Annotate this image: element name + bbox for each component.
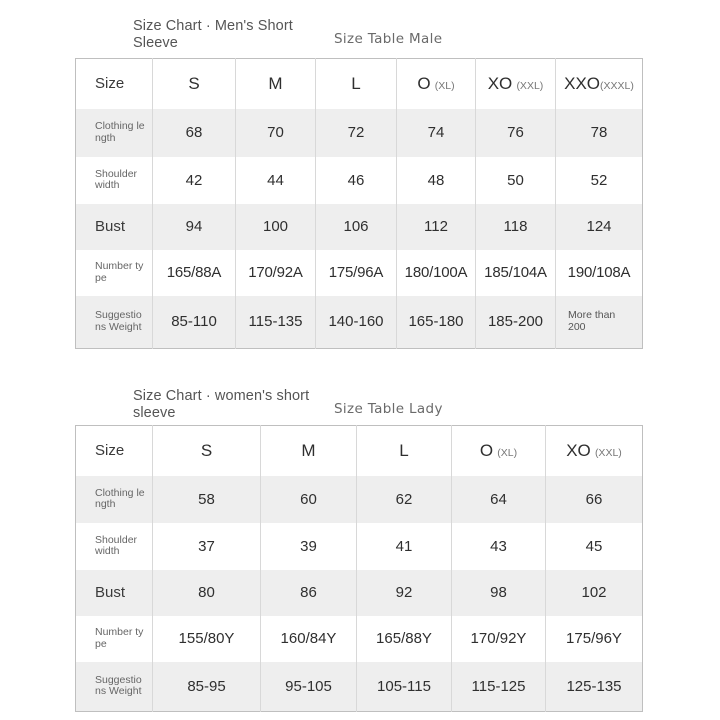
table-row xyxy=(76,250,643,296)
table-cell: 78 xyxy=(556,109,643,157)
table-row xyxy=(76,109,643,157)
mens-chart-subtitle: Size Table Male xyxy=(334,31,443,47)
table-cell: 62 xyxy=(357,476,452,523)
table-cell: 72 xyxy=(316,109,397,157)
table-cell: 190/108A xyxy=(556,250,643,296)
column-header-main-6: XXO xyxy=(564,73,601,93)
row-label-text: Shoulder width xyxy=(95,167,138,191)
column-header-6 xyxy=(556,59,643,109)
column-header-4 xyxy=(452,426,546,476)
table-cell: 39 xyxy=(261,523,357,570)
column-header-5 xyxy=(476,59,556,109)
row-label-clothing-length xyxy=(76,476,153,523)
column-header-main-2: M xyxy=(268,73,283,93)
table-cell: 175/96Y xyxy=(546,616,643,662)
table-cell: 94 xyxy=(153,204,236,250)
table-cell: 45 xyxy=(546,523,643,570)
row-header-size xyxy=(76,426,153,476)
column-header-main-1: S xyxy=(200,440,213,460)
table-cell: 106 xyxy=(316,204,397,250)
table-cell: 74 xyxy=(397,109,476,157)
row-label-text: Bust xyxy=(95,218,126,235)
table-cell: 112 xyxy=(397,204,476,250)
table-cell: 44 xyxy=(236,157,316,204)
column-header-main-1: S xyxy=(188,73,200,93)
table-cell: 165-180 xyxy=(397,296,476,349)
mens-chart-title: Size Chart · Men's Short Sleeve xyxy=(133,18,293,51)
row-label-text: Suggestions Weight xyxy=(95,309,142,333)
table-cell: 46 xyxy=(316,157,397,204)
table-cell-text: More than 200 xyxy=(568,309,616,333)
table-cell: 185/104A xyxy=(476,250,556,296)
table-cell: 180/100A xyxy=(397,250,476,296)
table-cell: 58 xyxy=(153,476,261,523)
table-cell xyxy=(556,296,643,349)
table-cell: 115-125 xyxy=(452,662,546,712)
column-header-1 xyxy=(153,59,236,109)
table-cell: 185-200 xyxy=(476,296,556,349)
column-header-4 xyxy=(397,59,476,109)
column-header-2 xyxy=(261,426,357,476)
table-cell: 98 xyxy=(452,570,546,616)
column-header-sub-5: (XXL) xyxy=(594,446,622,459)
row-label-text: Number type xyxy=(95,260,144,284)
column-header-main-5: XO xyxy=(566,440,591,460)
row-label-number-type xyxy=(76,616,153,662)
table-row-header xyxy=(76,59,643,109)
womens-chart-title: Size Chart · women's short sleeve xyxy=(133,388,310,421)
table-cell: 43 xyxy=(452,523,546,570)
table-row xyxy=(76,570,643,616)
table-cell: 125-135 xyxy=(546,662,643,712)
table-row xyxy=(76,296,643,349)
table-cell: 92 xyxy=(357,570,452,616)
column-header-3 xyxy=(316,59,397,109)
table-row xyxy=(76,616,643,662)
mens-size-table xyxy=(75,58,643,349)
column-header-label-0: Size xyxy=(95,442,125,460)
row-label-text: Clothing length xyxy=(95,120,145,144)
table-cell: 175/96A xyxy=(316,250,397,296)
table-row-header xyxy=(76,426,643,476)
column-header-sub-4: (XL) xyxy=(434,79,455,92)
table-cell: 80 xyxy=(153,570,261,616)
womens-table-wrapper xyxy=(75,425,642,712)
table-cell: 76 xyxy=(476,109,556,157)
column-header-1 xyxy=(153,426,261,476)
table-cell: 70 xyxy=(236,109,316,157)
table-cell: 170/92Y xyxy=(452,616,546,662)
womens-chart-subtitle: Size Table Lady xyxy=(334,401,443,417)
row-label-text: Clothing length xyxy=(95,486,145,510)
table-cell: 95-105 xyxy=(261,662,357,712)
row-label-shoulder-width xyxy=(76,523,153,570)
column-header-sub-4: (XL) xyxy=(497,446,518,459)
column-header-main-5: XO xyxy=(487,73,513,93)
row-label-bust xyxy=(76,570,153,616)
womens-size-table xyxy=(75,425,643,712)
row-label-text: Suggestions Weight xyxy=(95,673,142,698)
table-cell: 105-115 xyxy=(357,662,452,712)
table-row xyxy=(76,523,643,570)
table-cell: 64 xyxy=(452,476,546,523)
column-header-5 xyxy=(546,426,643,476)
column-header-main-2: M xyxy=(301,440,316,460)
table-cell: 140-160 xyxy=(316,296,397,349)
column-header-3 xyxy=(357,426,452,476)
row-label-shoulder-width xyxy=(76,157,153,204)
womens-size-chart-section xyxy=(0,370,720,698)
column-header-main-4: O xyxy=(479,440,494,460)
column-header-main-3: L xyxy=(399,440,409,460)
table-cell: 165/88Y xyxy=(357,616,452,662)
table-cell: 124 xyxy=(556,204,643,250)
table-cell: 52 xyxy=(556,157,643,204)
column-header-sub-6: (XXXL) xyxy=(600,79,634,92)
table-cell: 86 xyxy=(261,570,357,616)
table-cell: 165/88A xyxy=(153,250,236,296)
row-label-number-type xyxy=(76,250,153,296)
row-header-size xyxy=(76,59,153,109)
table-row xyxy=(76,204,643,250)
table-cell: 50 xyxy=(476,157,556,204)
row-label-suggestions-weight xyxy=(76,662,153,712)
table-cell: 41 xyxy=(357,523,452,570)
table-cell: 85-95 xyxy=(153,662,261,712)
table-cell: 155/80Y xyxy=(153,616,261,662)
table-cell: 160/84Y xyxy=(261,616,357,662)
column-header-main-4: O xyxy=(417,73,431,93)
mens-size-chart-section xyxy=(0,0,720,333)
table-row xyxy=(76,476,643,523)
table-cell: 115-135 xyxy=(236,296,316,349)
table-row xyxy=(76,662,643,712)
womens-title-row xyxy=(0,370,720,421)
table-cell: 42 xyxy=(153,157,236,204)
table-cell: 118 xyxy=(476,204,556,250)
table-cell: 100 xyxy=(236,204,316,250)
column-header-label-0: Size xyxy=(95,75,125,93)
table-cell: 66 xyxy=(546,476,643,523)
table-row xyxy=(76,157,643,204)
row-label-suggestions-weight xyxy=(76,296,153,349)
row-label-clothing-length xyxy=(76,109,153,157)
table-cell: 37 xyxy=(153,523,261,570)
column-header-main-3: L xyxy=(351,73,361,93)
table-cell: 85-110 xyxy=(153,296,236,349)
table-cell: 68 xyxy=(153,109,236,157)
row-label-text: Shoulder width xyxy=(95,533,138,557)
column-header-sub-5: (XXL) xyxy=(516,79,544,92)
row-label-text: Number type xyxy=(95,626,144,650)
table-cell: 102 xyxy=(546,570,643,616)
column-header-2 xyxy=(236,59,316,109)
mens-table-wrapper xyxy=(75,58,642,349)
table-cell: 170/92A xyxy=(236,250,316,296)
table-cell: 48 xyxy=(397,157,476,204)
row-label-bust xyxy=(76,204,153,250)
row-label-text: Bust xyxy=(95,584,126,601)
table-cell: 60 xyxy=(261,476,357,523)
mens-title-row xyxy=(0,0,720,51)
